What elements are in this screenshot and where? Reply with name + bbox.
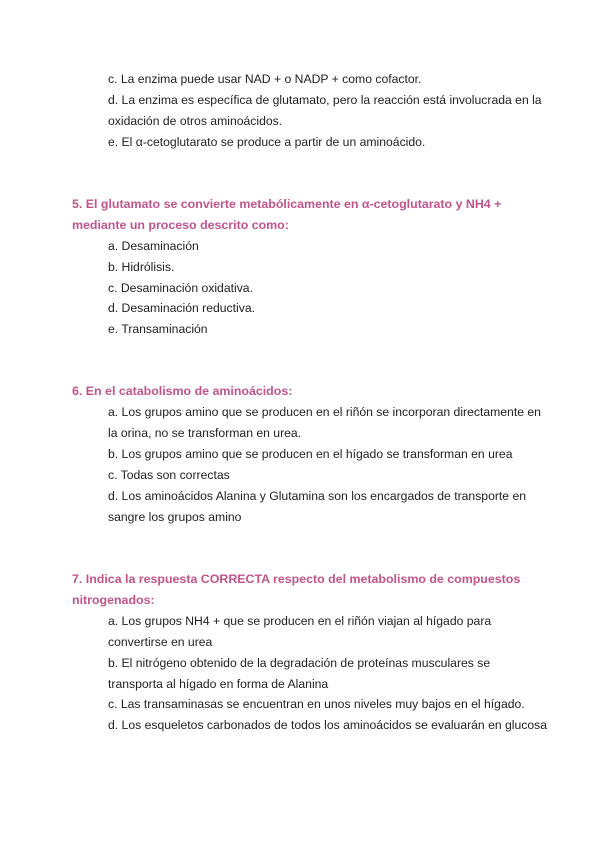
q7-option-b: b. El nitrógeno obtenido de la degradación de proteínas musculares se transporta al hígado en forma de Alanina: [108, 656, 491, 691]
q7-option-a: a. Los grupos NH4 + que se producen en el riñón viajan al hígado para convertirse en urea: [108, 614, 492, 649]
q4-option-c: c. La enzima puede usar NAD + o NADP + como cofactor.: [108, 72, 422, 86]
q5-option-b: b. Hidrólisis.: [108, 260, 175, 274]
q6-option-a: a. Los grupos amino que se producen en el riñón se incorporan directamente en la orina, no se transforman en urea.: [108, 405, 541, 440]
q6-option-c: c. Todas son correctas: [108, 468, 230, 482]
q4-option-d: d. La enzima es específica de glutamato, pero la reacción está involucrada en la oxidación de otros aminoácidos.: [108, 93, 542, 128]
q7-option-c: c. Las transaminasas se encuentran en unos niveles muy bajos en el hígado.: [108, 697, 525, 711]
q6-option-d: d. Los aminoácidos Alanina y Glutamina son los encargados de transporte en sangre los grupos amino: [108, 489, 527, 524]
q5-option-c: c. Desaminación oxidativa.: [108, 281, 253, 295]
q5-option-e: e. Transaminación: [108, 322, 208, 336]
q7-option-d: d. Los esqueletos carbonados de todos los aminoácidos se evaluarán en glucosa: [108, 718, 548, 732]
q5-question: 5. El glutamato se convierte metabólicamente en α-cetoglutarato y NH4 + mediante un proceso descrito como:: [72, 197, 502, 232]
q4-option-e: e. El α-cetoglutarato se produce a partir de un aminoácido.: [108, 135, 426, 149]
q7-question: 7. Indica la respuesta CORRECTA respecto del metabolismo de compuestos nitrogenados:: [72, 572, 521, 607]
q6-question: 6. En el catabolismo de aminoácidos:: [72, 384, 293, 398]
q5-option-d: d. Desaminación reductiva.: [108, 301, 255, 315]
q5-option-a: a. Desaminación: [108, 239, 199, 253]
q6-option-b: b. Los grupos amino que se producen en el hígado se transforman en urea: [108, 447, 513, 461]
